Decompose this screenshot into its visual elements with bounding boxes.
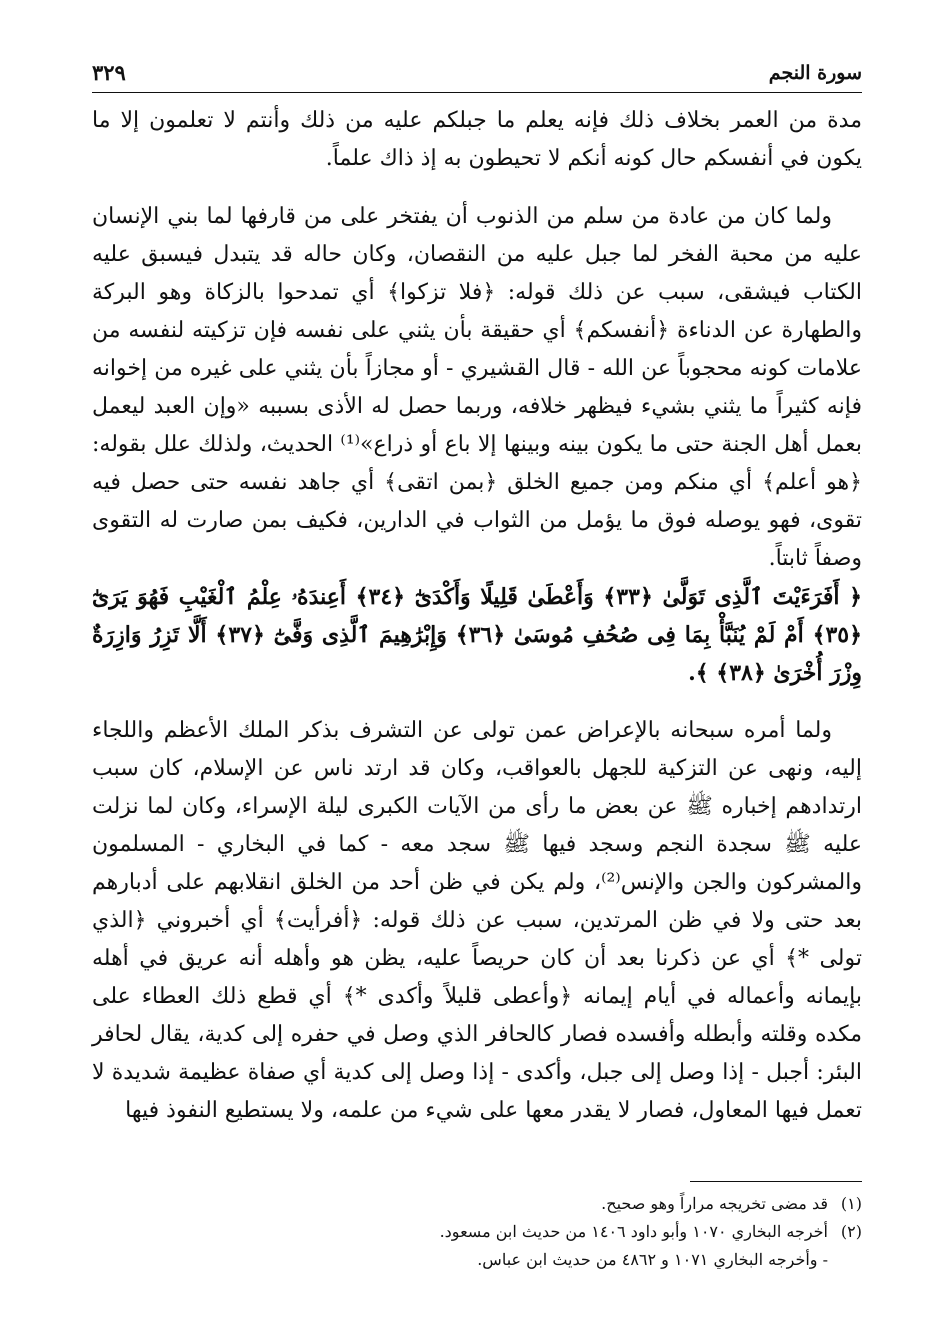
footnote-2-text: أخرجه البخاري ١٠٧٠ وأبو داود ١٤٠٦ من حديث ابن مسعود. [439,1222,828,1241]
quran-verses: ﴿ أَفَرَءَيْتَ ٱلَّذِى تَوَلَّىٰ ﴿٣٣﴾ وَأَعْطَىٰ قَلِيلًا وَأَكْدَىٰٓ ﴿٣٤﴾ أَعِندَهُۥ عِلْمُ ٱلْغَيْبِ فَهُوَ يَرَىٰٓ ﴿٣٥﴾ أَمْ لَمْ يُنَبَّأْ بِمَا فِى صُحُفِ مُوسَىٰ ﴿٣٦﴾ وَإِبْرَٰهِيمَ ٱلَّذِى وَفَّىٰٓ ﴿٣٧﴾ أَلَّا تَزِرُ وَازِرَةٌ وِزْرَ أُخْرَىٰ ﴿٣٨﴾ ﴾. [92,584,862,686]
surah-title: سورة النجم [768,62,862,84]
paragraph-2: ولما كان من عادة من سلم من الذنوب أن يفتخر على من قارفها لما بني الإنسان عليه من محبة الفخر لما جبل عليه من النقصان، وكان حاله قد يتبدل فيسبق عليه الكتاب فيشقى، سبب عن ذلك قوله: ﴿فلا تزكوا﴾ أي تمدحوا بالزكاة وهو البركة والطهارة عن الدناءة ﴿أنفسكم﴾ أي حقيقة بأن يثني على نفسه فإن تزكيته لنفسه من علامات كونه محجوباً عن الله - قال القشيري - أو مجازاً بأن يثني على غيره من إخوانه فإنه كثيراً ما يثني بشيء فيظهر خلافه، وربما حصل له الأذى بسببه «وإن العبد ليعمل بعمل أهل الجنة حتى ما يكون بينه وبينها إلا باع أو ذراع»⁽¹⁾ الحديث، ولذلك علل بقوله: ﴿هو أعلم﴾ أي منكم ومن جميع الخلق ﴿بمن اتقى﴾ أي جاهد نفسه حتى حصل فيه تقوى، فهو يوصله فوق ما يؤمل من الثواب في الدارين، فكيف بمن صارت له التقوى وصفاً ثابتاً. [92,204,862,571]
paragraph-3: ولما أمره سبحانه بالإعراض عمن تولى عن التشرف بذكر الملك الأعظم واللجاء إليه، ونهى عن التزكية للجهل بالعواقب، وكان قد ارتد ناس عن الإسلام، كان سبب ارتدادهم إخباره ﷺ عن بعض ما رأى من الآيات الكبرى ليلة الإسراء، وكان لما نزلت عليه ﷺ سجدة النجم وسجد فيها ﷺ سجد معه - كما في البخاري - المسلمون والمشركون والجن والإنس⁽²⁾، ولم يكن في ظن أحد من الخلق انقلابهم على أدبارهم بعد حتى ولا في ظن المرتدين، سبب عن ذلك قوله: ﴿أفرأيت﴾ أي أخبروني ﴿الذي تولى *﴾ أي عن ذكرنا بعد أن كان حريصاً عليه، يظن هو وأهله أنه عريق في أهله بإيمانه وأعماله في أيام إيمانه ﴿وأعطى قليلاً وأكدى *﴾ أي قطع ذلك العطاء على مكده وقلته وأبطله وأفسده فصار كالحافر الذي وصل في حفره إلى كدية، يقال لحافر البئر: أجبل - إذا وصل إلى جبل، وأكدى - إذا وصل إلى كدية أي صفاة عظيمة شديدة لا تعمل فيها المعاول، فصار لا يقدر معها على شيء من علمه، ولا يستطيع النفوذ فيها [92,718,863,1123]
paragraph-1: مدة من العمر بخلاف ذلك فإنه يعلم ما جبلكم عليه من ذلك وأنتم لا تعلمون إلا ما يكون في أنفسكم حال كونه أنكم لا تحيطون به إذ ذاك علماً. [92,108,862,171]
main-text [92,102,862,1130]
footnote-1-text: قد مضى تخريجه مراراً وهو صحيح. [601,1194,828,1213]
footnote-2-continuation: - وأخرجه البخاري ١٠٧١ و ٤٨٦٢ من حديث ابن عباس. [477,1250,828,1269]
footnote-2-number: (٢) [840,1222,862,1241]
footnote-1-number: (١) [840,1194,862,1213]
footnotes [92,1190,862,1274]
page-header [92,52,862,93]
footnote-1 [92,1190,862,1218]
page-number: ٣٢٩ [92,60,126,85]
footnote-2 [92,1218,862,1246]
footnote-divider [690,1181,862,1182]
